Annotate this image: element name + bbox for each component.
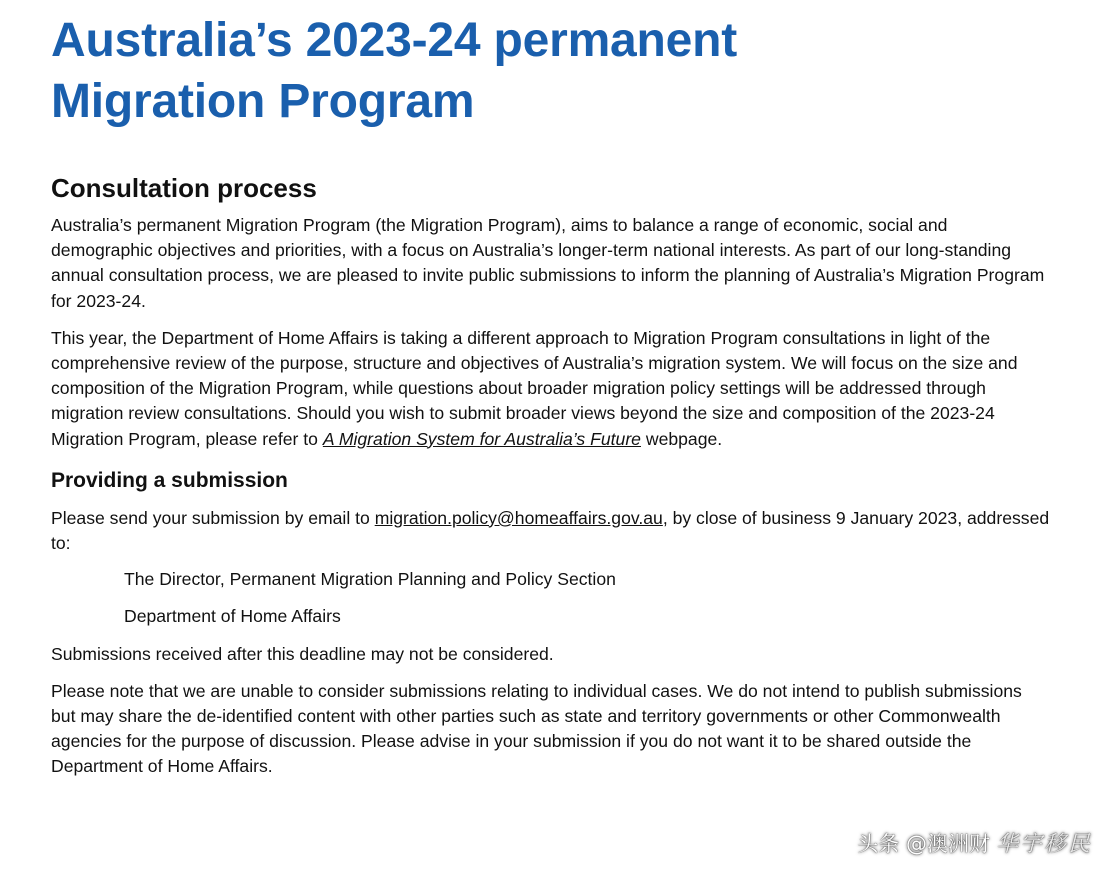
deadline-note: Submissions received after this deadline may not be considered.: [51, 643, 554, 664]
submission-paragraph-1: [51, 506, 1051, 556]
address-line-2: Department of Home Affairs: [124, 606, 341, 627]
submission-email-link[interactable]: migration.policy@homeaffairs.gov.au: [374, 507, 663, 528]
document-page: [51, 10, 1051, 792]
consultation-paragraph-1: Australia’s permanent Migration Program (the Migration Program), aims to balance a range of economic, social and demographic objectives and priorities, with a focus on Australia’s longer-term national interests. As part of our long-standing annual consultation process, we are pleased to invite public submissions to inform the planning of Australia’s Migration Program for 2023-24.: [51, 215, 1045, 311]
consultation-paragraph-2-text: This year, the Department of Home Affairs is taking a different approach to Migration Program consultations in light of the comprehensive review of the purpose, structure and objectives of Australia’s migration system. We will focus on the size and composition of the Migration Program, while questions about broader migration policy settings will be addressed through migration review consultations. Should you wish to submit broader views beyond the size and composition of the 2023-24 Migration Program, please refer to: [51, 327, 1018, 449]
submission-paragraph-1-tail: , by close of business 9 January 2023, addressed to:: [51, 507, 1050, 554]
consultation-heading: Consultation process: [51, 173, 317, 203]
consultation-paragraph-2-tail: webpage.: [640, 428, 723, 449]
watermark-logo: 华宇移民: [995, 832, 1092, 857]
address-line-1: The Director, Permanent Migration Planning and Policy Section: [124, 569, 616, 590]
watermark-text: 头条 @澳洲财: [857, 831, 990, 856]
privacy-note-paragraph: Please note that we are unable to consider submissions relating to individual cases. We do not intend to publish submissions but may share the de-identified content with other parties such as state and territory governments or other Commonwealth agencies for the purpose of discussion. Please advise in your submission if you do not want it to be shared outside the Department of Home Affairs.: [51, 680, 1022, 777]
page-title-line-1: Australia’s 2023-24 permanent: [51, 14, 738, 67]
page-title: [51, 10, 1051, 132]
consultation-paragraph-2: [51, 326, 1051, 452]
watermark: [857, 827, 1092, 858]
page-title-line-2: Migration Program: [51, 75, 475, 128]
migration-system-link[interactable]: A Migration System for Australia’s Future: [322, 428, 641, 449]
submission-heading: Providing a submission: [51, 468, 288, 492]
submission-paragraph-1-text: Please send your submission by email to: [51, 507, 375, 528]
